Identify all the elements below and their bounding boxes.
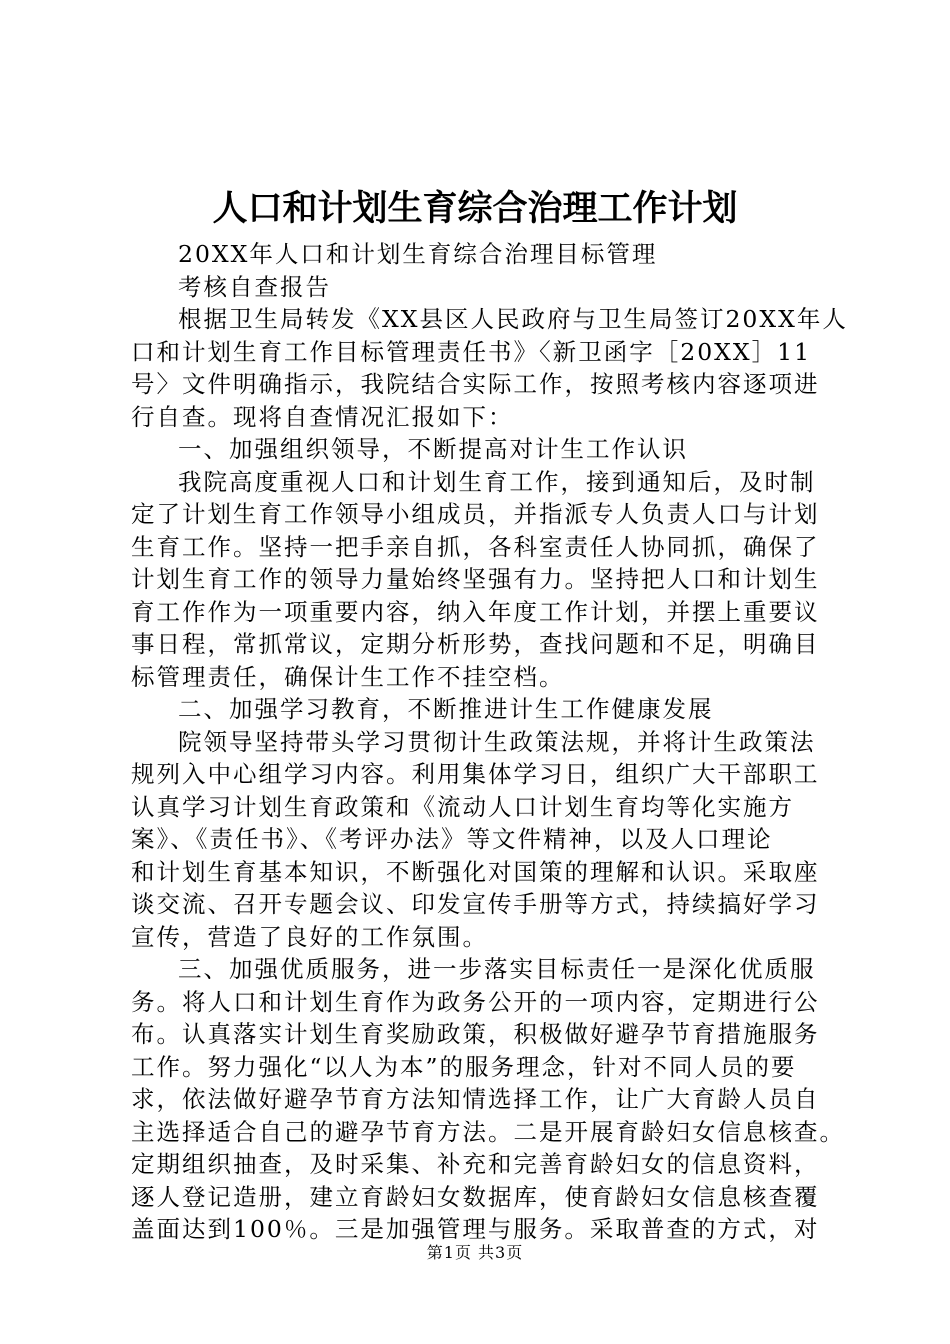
document-body: [131, 238, 848, 1246]
document-line: 根据卫生局转发《XX县区人民政府与卫生局签订20XX年人: [178, 305, 848, 333]
document-line: 口和计划生育工作目标管理责任书》〈新卫函字［20XX］11: [131, 337, 812, 366]
document-line: 育工作作为一项重要内容，纳入年度工作计划，并摆上重要议: [131, 597, 820, 626]
document-title: 人口和计划生育综合治理工作计划: [212, 188, 738, 229]
document-line: 工作。努力强化“以人为本”的服务理念，针对不同人员的要: [131, 1052, 797, 1081]
document-line: 生育工作。坚持一把手亲自抓，各科室责任人协同抓，确保了: [131, 532, 820, 561]
document-line: 规列入中心组学习内容。利用集体学习日，组织广大干部职工: [131, 760, 820, 788]
document-line: 盖面达到100％。三是加强管理与服务。采取普查的方式，对: [131, 1215, 820, 1243]
document-line: 计划生育工作的领导力量始终坚强有力。坚持把人口和计划生: [131, 565, 820, 593]
document-line: 案》、《责任书》、《考评办法》等文件精神，以及人口理论: [131, 825, 773, 853]
document-line: 号〉文件明确指示，我院结合实际工作，按照考核内容逐项进: [131, 370, 820, 398]
document-line: 定期组织抽查，及时采集、补充和完善育龄妇女的信息资料，: [131, 1150, 820, 1178]
document-line: 宣传，营造了良好的工作氛围。: [131, 922, 488, 951]
document-line: 求，依法做好避孕节育方法知情选择工作，让广大育龄人员自: [131, 1085, 820, 1113]
document-line: 20XX年人口和计划生育综合治理目标管理: [178, 240, 658, 268]
document-line: 行自查。现将自查情况汇报如下：: [131, 402, 514, 431]
document-line: 院领导坚持带头学习贯彻计生政策法规，并将计生政策法: [178, 727, 816, 756]
document-line: 务。将人口和计划生育作为政务公开的一项内容，定期进行公: [131, 987, 820, 1016]
document-line: 一、加强组织领导，不断提高对计生工作认识: [178, 435, 688, 463]
document-line: 标管理责任，确保计生工作不挂空档。: [131, 662, 565, 691]
document-line: 三、加强优质服务，进一步落实目标责任一是深化优质服: [178, 955, 816, 983]
document-line: 二、加强学习教育，不断推进计生工作健康发展: [178, 695, 714, 723]
document-line: 谈交流、召开专题会议、印发宣传手册等方式，持续搞好学习: [131, 890, 820, 918]
document-line: 和计划生育基本知识，不断强化对国策的理解和认识。采取座: [131, 857, 820, 886]
document-line: 我院高度重视人口和计划生育工作，接到通知后，及时制: [178, 467, 816, 496]
page-footer: 第1页 共3页: [426, 1243, 524, 1262]
document-line: 事日程，常抓常议，定期分析形势，查找问题和不足，明确目: [131, 630, 820, 658]
document-line: 考核自查报告: [178, 272, 331, 301]
document-line: 认真学习计划生育政策和《流动人口计划生育均等化实施方: [131, 792, 794, 821]
document-line: 布。认真落实计划生育奖励政策，积极做好避孕节育措施服务: [131, 1020, 820, 1048]
document-line: 定了计划生育工作领导小组成员，并指派专人负责人口与计划: [131, 500, 820, 528]
document-line: 逐人登记造册，建立育龄妇女数据库，使育龄妇女信息核查覆: [131, 1182, 820, 1211]
document-line: 主选择适合自己的避孕节育方法。二是开展育龄妇女信息核查。: [131, 1117, 845, 1146]
